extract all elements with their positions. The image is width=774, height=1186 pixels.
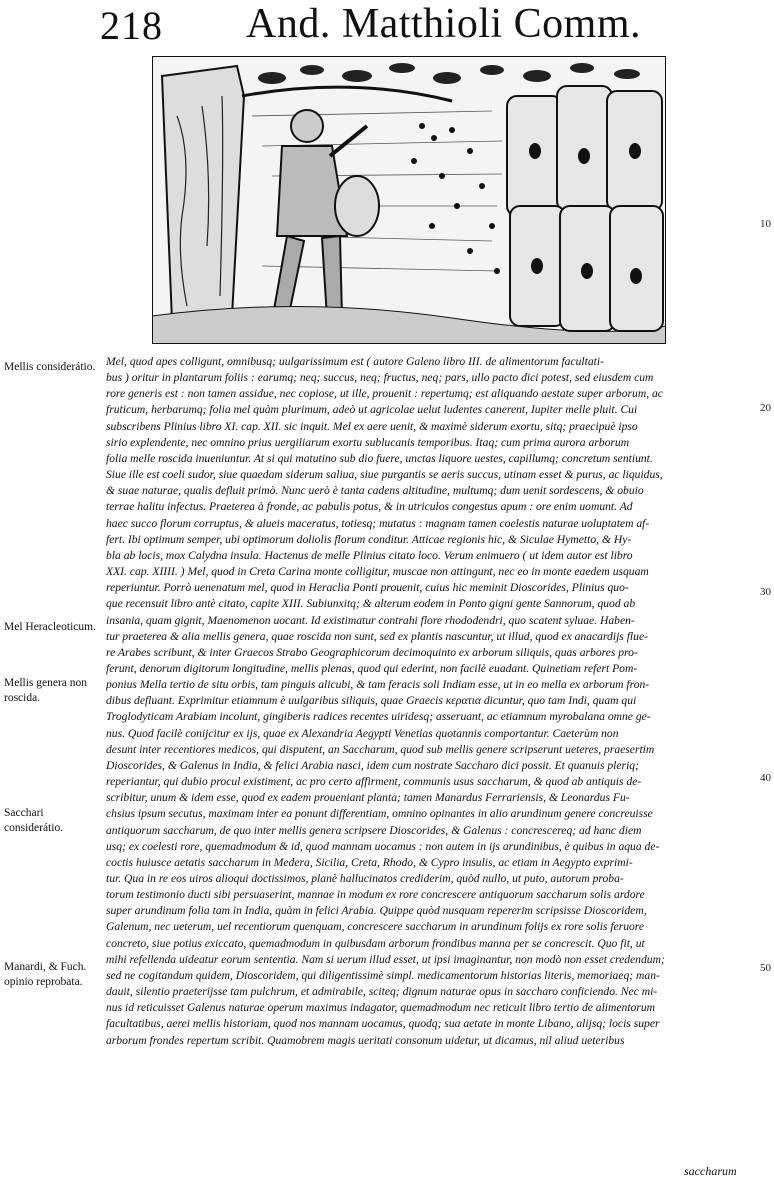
- margin-note: Manardi, & Fuch. opinio reprobata.: [4, 961, 87, 988]
- line-number: 20: [760, 402, 771, 414]
- text-line: nus id reticuisset Galenus naturae operum maximus indagator, quemadmodum nec reticuit libro tertio de alimentorum: [106, 1001, 656, 1015]
- text-line: antiquorum saccharum, de quo inter mellis genera scripsere Dioscorides, & Galenus : concrescereq; ad hanc diem: [106, 823, 642, 837]
- text-line: tur. Qua in re eos uiros alioqui doctissimos, planè hallucinatos crediderim, quòd nullo, ut puto, autorum proba-: [106, 872, 624, 885]
- text-line: subscribens Plinius libro XI. cap. XII. sic inquit. Mel ex aere uenit, & maximè siderum exortu, sitq; praecipuè ipso: [106, 419, 638, 433]
- text-line: XXI. cap. XIIII. ) Mel, quod in Creta Carina monte colligitur, muscae non attingunt, nec eo in monte eaedem usquam: [106, 565, 649, 579]
- text-line: bus ) oritur in plantarum foliis : earumq; neq; succus, neq; fructus, neq; pars, ullo pacto dici potest, sed eiusdem cum: [106, 371, 654, 385]
- text-line: bla ab locis, mox Calydna insula. Hactenus de melle Plinius citato loco. Verum enimuero ( ut idem autor est libro: [106, 548, 633, 562]
- text-line: ferunt, denorum digitorum longitudine, mellis plenas, quod qui ederint, non facilè euadant. Quinetiam refert Pom-: [106, 661, 638, 675]
- text-line: sirio explendente, nec omnino prius uergiliarum exortu sublucanis temporibus. Itaq; cum prima aurora arborum: [106, 435, 630, 449]
- line-number: 30: [760, 586, 771, 598]
- margin-note: Mellis genera non roscida.: [4, 677, 88, 704]
- text-line: insania, quam gignit, Maenomenon uocant. Id existimatur contrahi flore rhododendri, quo scatent syluae. Haben-: [106, 613, 635, 627]
- text-line: Siue ille est coeli sudor, siue quaedam siderum saliua, siue purgantis se aeris succus, utinam esset & purus, ac liquidus,: [106, 468, 663, 482]
- text-line: Mel, quod apes colligunt, omnibusq; uulgarissimum est ( autore Galeno libro III. de alimentorum facultati-: [106, 355, 604, 368]
- text-line: folia melle roscida inueniuntur. At si qui matutino sub dio fuere, unctas liquore uestes, capillumq; concretum sentiunt.: [106, 451, 653, 465]
- margin-note: Mel Heracleoticum.: [4, 621, 96, 633]
- text-line: scribitur, unum & idem esse, quod ex eadem proueniant planta; tamen Manardus Ferrariensis, & Leonardus Fu-: [106, 791, 630, 805]
- line-number: 40: [760, 772, 771, 784]
- text-line: fert. Ibi optimum semper, ubi optimorum doliolis florum conditur. Atticae regionis hic, & Siculae Hymetto, & Hy-: [106, 532, 632, 546]
- margin-note: Mellis considerátio.: [4, 361, 96, 373]
- margin-note: Sacchari considerátio.: [4, 807, 64, 834]
- text-line: mihi refellenda uideatur eorum sententia. Nam si uerum illud esset, ut ipsi imaginantur, non modò non esset credendum;: [106, 952, 665, 966]
- running-title: And. Matthioli Comm.: [246, 1, 642, 47]
- text-line: usq; ex coelesti rore, quemadmodum & id, quod mannam uocamus : non autem in ijs arundinibus, è quibus in aqua de-: [106, 839, 660, 853]
- line-number: 50: [760, 962, 771, 974]
- beekeeping-woodcut-icon: [152, 56, 666, 344]
- text-line: que recensuit libro antè citato, capite XIII. Subiunxitq; & alterum eodem in Ponto gigni gente Sannorum, quod ab: [106, 597, 636, 611]
- text-line: ponius Mella tertio de situ orbis, tam pinguis alicubi, & tam feracis soli Indiam esse, ut in eo mella ex arborum fron-: [106, 678, 650, 692]
- text-line: Dioscorides, & Galenus in India, & felici Arabia nasci, idem cum nostrate Saccharo dici possit. Et quanuis pleriq;: [106, 758, 639, 772]
- text-line: rore generis est : non tamen assidue, nec copiose, ut ille, prouenit : repertumq; est aliquando aestate super arborum, ac: [106, 387, 663, 401]
- text-line: & suae naturae, qualis defluit primò. Nunc uerò è tanta cadens altitudine, multumq; dum uenit sordescens, & obuio: [106, 484, 644, 498]
- text-line: Troglodyticam Arabiam incolunt, gingiberis radices recentes uiridesq; asseruant, ac etiamnum myrobalana omne ge-: [106, 710, 651, 724]
- page-number: 218: [100, 3, 163, 48]
- text-line: re Arabes scribunt, & inter Graecos Strabo Geographicorum decimoquinto ex arborum siliquis, quas arbores pro-: [106, 645, 638, 659]
- text-line: dibus defluant. Exprimitur etiamnum è uulgaribus siliquis, quae Graecis κερατια dicuntur, quo tam Indi, quam qui: [106, 694, 637, 708]
- text-line: chsius ipsum secutus, maximam inter ea ponunt differentiam, omnino opinantes in alio arundinum genere concreuisse: [106, 807, 653, 821]
- text-line: concreto, siue potius exiccato, quemadmodum in quibusdam arborum frondibus manna per se concrescit. Quo fit, ut: [106, 936, 645, 950]
- text-line: reperiantur, qui dubio procul existiment, ac pro certo affirment, communis usus saccharum, & quod ab antiquis de-: [106, 775, 642, 789]
- text-line: torum testimonio ducti sibi persuaserint, mannae in modum ex rore concrescere antiquorum saccharum solis ardore: [106, 888, 645, 902]
- text-line: facultatibus, aerei mellis historiam, quod nos mannam uocamus, quodq; sua aetate in monte Libano, alijsq; locis super: [106, 1017, 660, 1031]
- text-line: super arundinum folia tam in India, quàm in felici Arabia. Quippe quòd nusquam repererim scripsisse Dioscoridem,: [106, 904, 647, 918]
- text-line: terrae halitu infectus. Praeterea à fronde, ac pabulis potus, & in utriculos congestus apum : ore enim uomunt. Ad: [106, 500, 633, 514]
- text-line: coctis huiusce aetatis saccharum in Medera, Sicilia, Creta, Rhodo, & Cypro insulis, ac etiam in Aegypto exprimi-: [106, 855, 633, 869]
- text-line: haec succo florum corruptus, & alueis maceratus, totiesq; mutatus : magnam tamen coelestis naturae uoluptatem af-: [106, 516, 650, 530]
- text-line: sed ne cogitandum quidem, Dioscoridem, qui diligentissimè simpl. medicamentorum historias literis, memoriaeq; man-: [106, 968, 660, 982]
- text-line: dauit, silentio praeterijsse tam pulchrum, et admirabile, sciteq; dignum naturae opus in saccharo conficiendo. Nec mi-: [106, 985, 658, 999]
- line-number: 10: [760, 218, 771, 230]
- text-line: arborum frondes repertum scribit. Quamobrem magis ueritati consonum uidetur, ut dicamus, nil aliud ueteribus: [106, 1033, 625, 1047]
- text-line: nus. Quod facilè conijcitur ex ijs, quae ex Alexandria Aegypti Venetias quotannis comportantur. Caeterùm non: [106, 726, 619, 740]
- text-line: tur praeterea & alia mellis genera, quae roscida non sunt, sed ex plantis nascuntur, ut illud, quod ex anacardijs flue-: [106, 629, 648, 643]
- text-line: reperiuntur. Porrò uenenatum mel, quod in Heraclia Ponti prouenit, cuius hic meminit Dioscorides, Plinius quo-: [106, 581, 629, 595]
- text-line: desunt inter recentiores medicos, qui disputent, an Saccharum, quod sub mellis genere scripserunt ueteres, praesertim: [106, 742, 655, 756]
- catchword: saccharum: [684, 1164, 737, 1178]
- text-line: Galenum, nec ueterum, uel recentiorum quenquam, concrescere saccharum in arundinum folijs ex rore solis feruore: [106, 920, 645, 934]
- commentary-text: [106, 354, 756, 1049]
- text-line: fruticum, herbarumq; folia mel quàm plurimum, adeò ut agricolae uelut ludentes canerent, Iupiter melle pluit. Cui: [106, 403, 638, 417]
- page-header: [0, 0, 774, 48]
